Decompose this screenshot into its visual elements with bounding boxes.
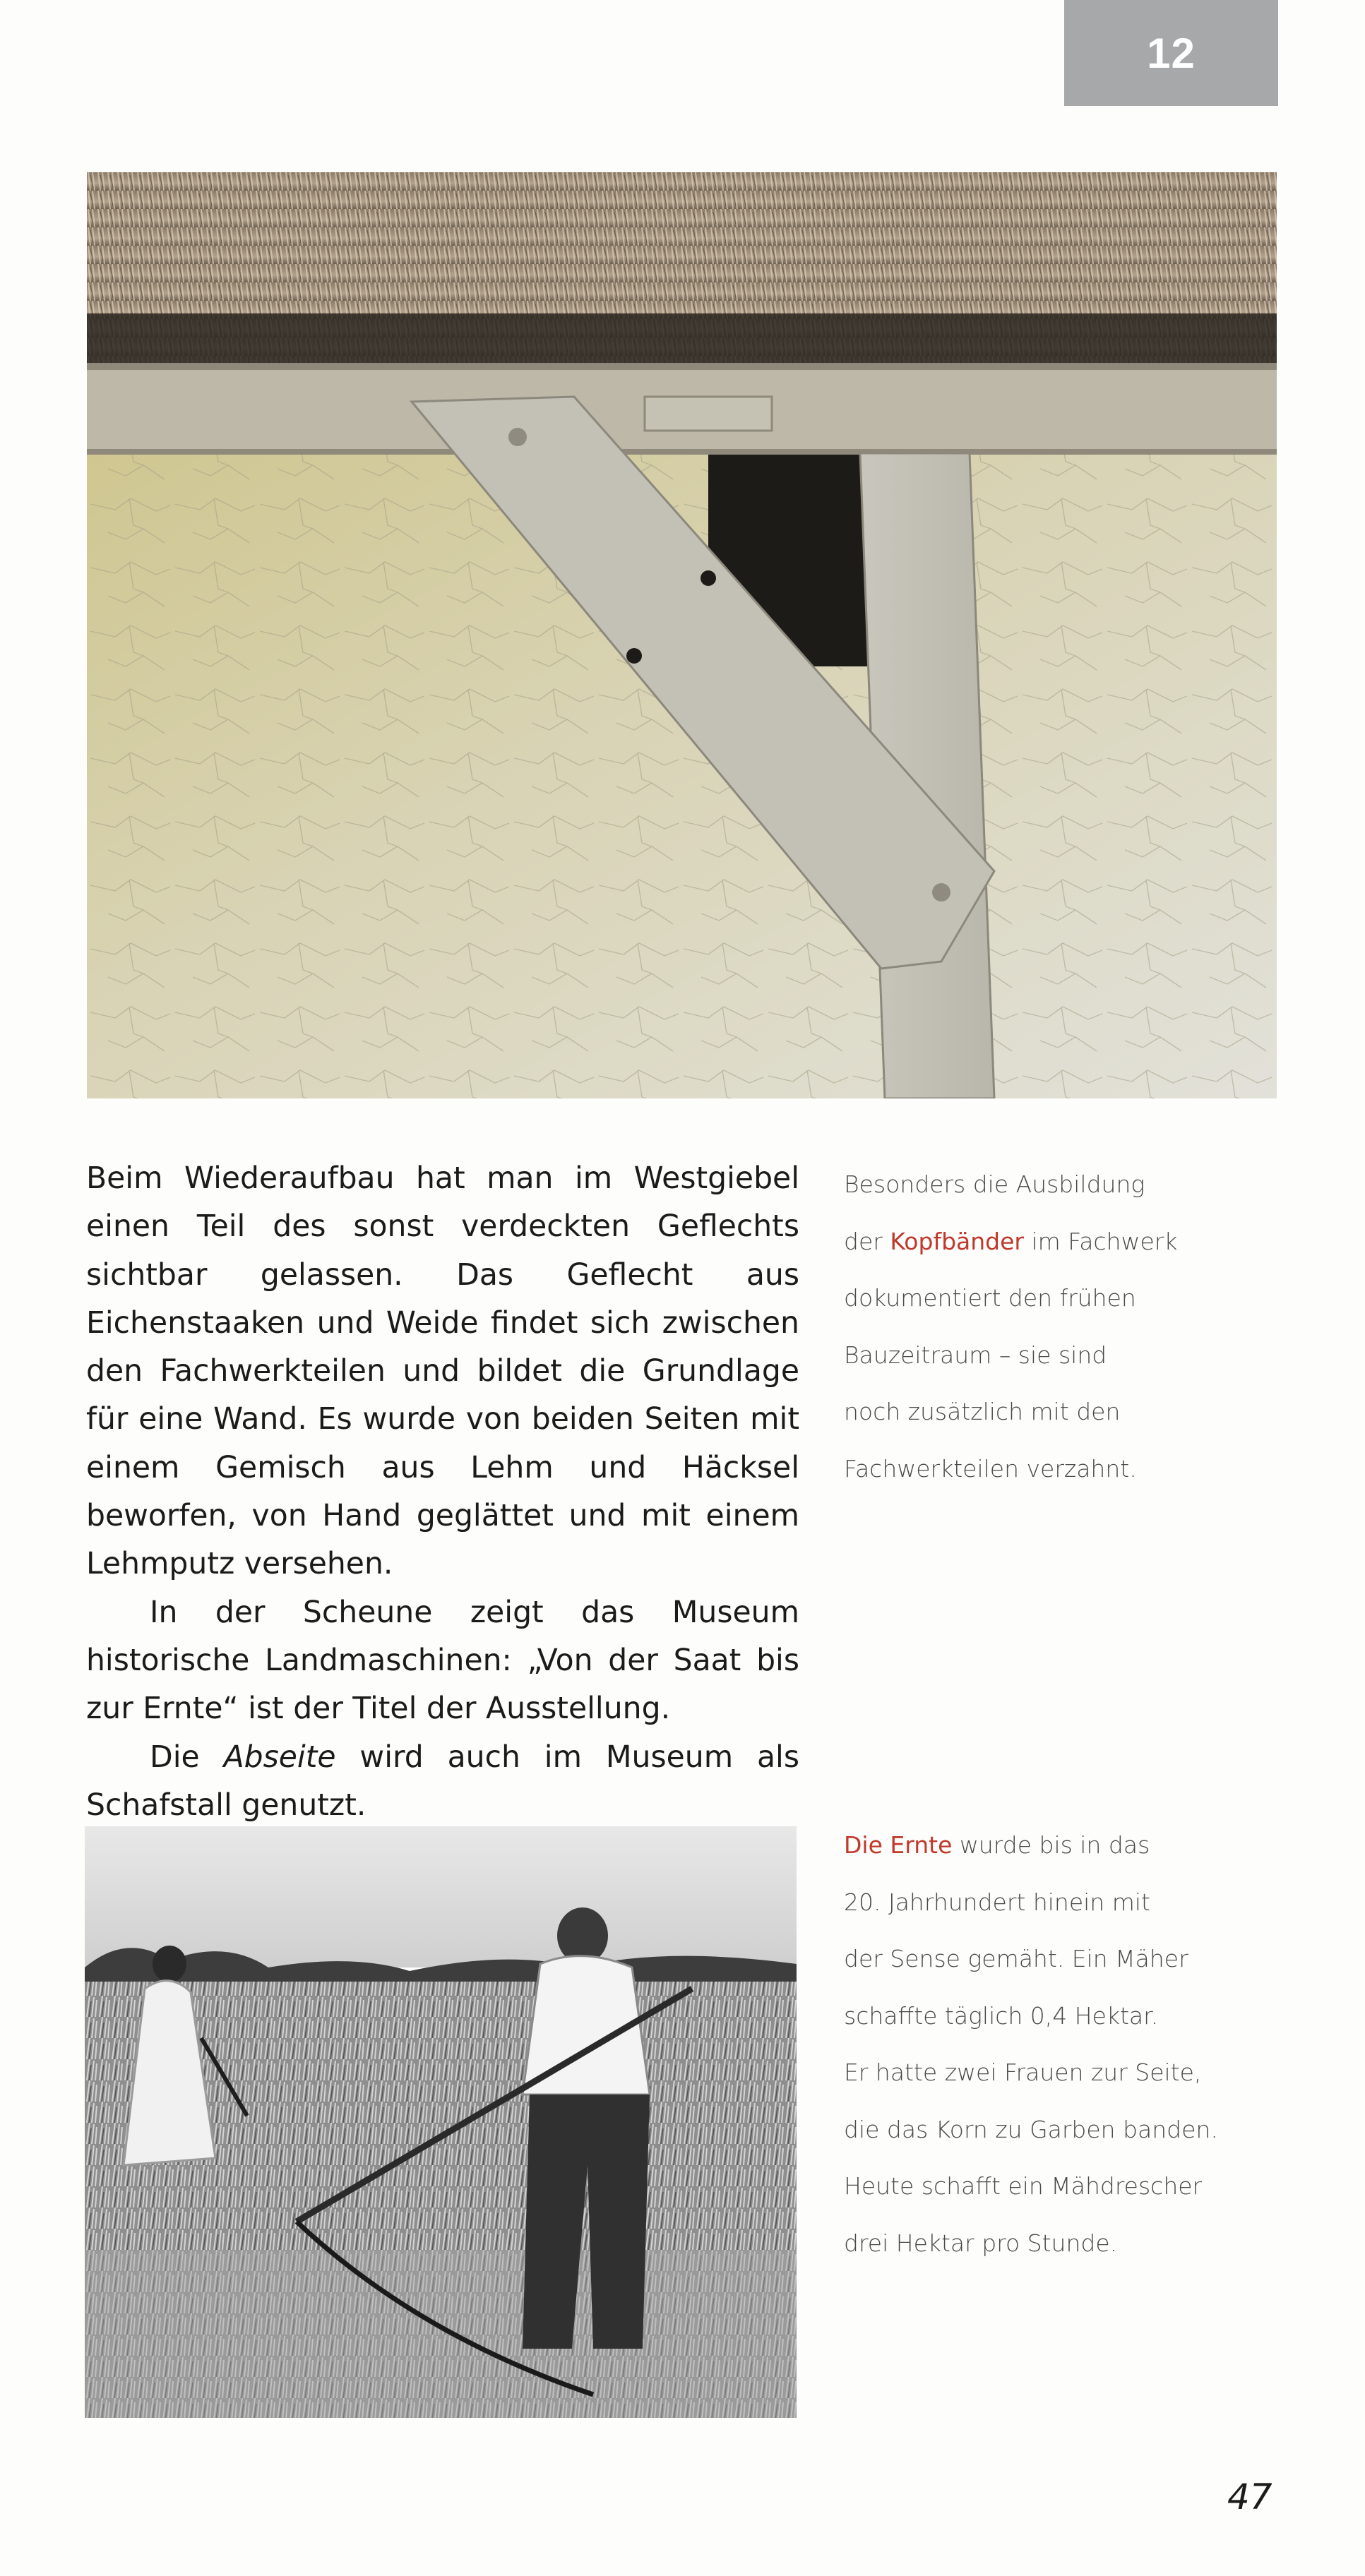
harvest-illustration <box>85 1826 797 2418</box>
paragraph-barn-exhibition: In der Scheune zeigt das Museum historische Landmaschinen: „Von der Saat bis zur Ernte“ ist der Titel der Ausstellung. <box>86 1595 799 1727</box>
chapter-number: 12 <box>1147 29 1196 77</box>
page-number: 47 <box>1227 2476 1272 2517</box>
harvest-photo <box>85 1826 797 2418</box>
chapter-tab <box>1064 0 1278 106</box>
timber-frame-photo <box>87 172 1277 1098</box>
sidebar-note-kopfbaender: Besonders die Ausbildung der Kopfbänder im Fachwerk dokumentiert den frühen Bauzeitraum – sie sind noch zusätzlich mit den Fachwerkteilen verzahnt. <box>844 1170 1178 1482</box>
term-abseite: Abseite <box>223 1739 336 1775</box>
paragraph-wattle: Beim Wiederaufbau hat man im Westgiebel einen Teil des sonst verdeckten Geflechts sichtbar gelassen. Das Geflecht aus Eichenstaaken und Weide findet sich zwischen den Fachwerkteilen und bildet die Grundlage für eine Wand. Es wurde von beiden Seiten mit einem Gemisch aus Lehm und Häcksel beworfen, von Hand geglättet und mit einem Lehmputz versehen. <box>86 1161 799 1582</box>
timber-frame-illustration <box>87 172 1277 1098</box>
sidebar-note-harvest: Die Ernte wurde bis in das 20. Jahrhundert hinein mit der Sense gemäht. Ein Mäher schaffte täglich 0,4 Hektar. Er hatte zwei Frauen zur Seite, die das Korn zu Garben banden. Heute schafft ein Mähdrescher drei Hektar pro Stunde. <box>844 1831 1218 2257</box>
highlight-die-ernte: Die Ernte <box>844 1831 953 1859</box>
main-body-text <box>86 1155 799 1830</box>
paragraph-abseite: Die Abseite wird auch im Museum als Schafstall genutzt. <box>86 1739 799 1823</box>
highlight-kopfbaender: Kopfbänder <box>890 1227 1024 1255</box>
